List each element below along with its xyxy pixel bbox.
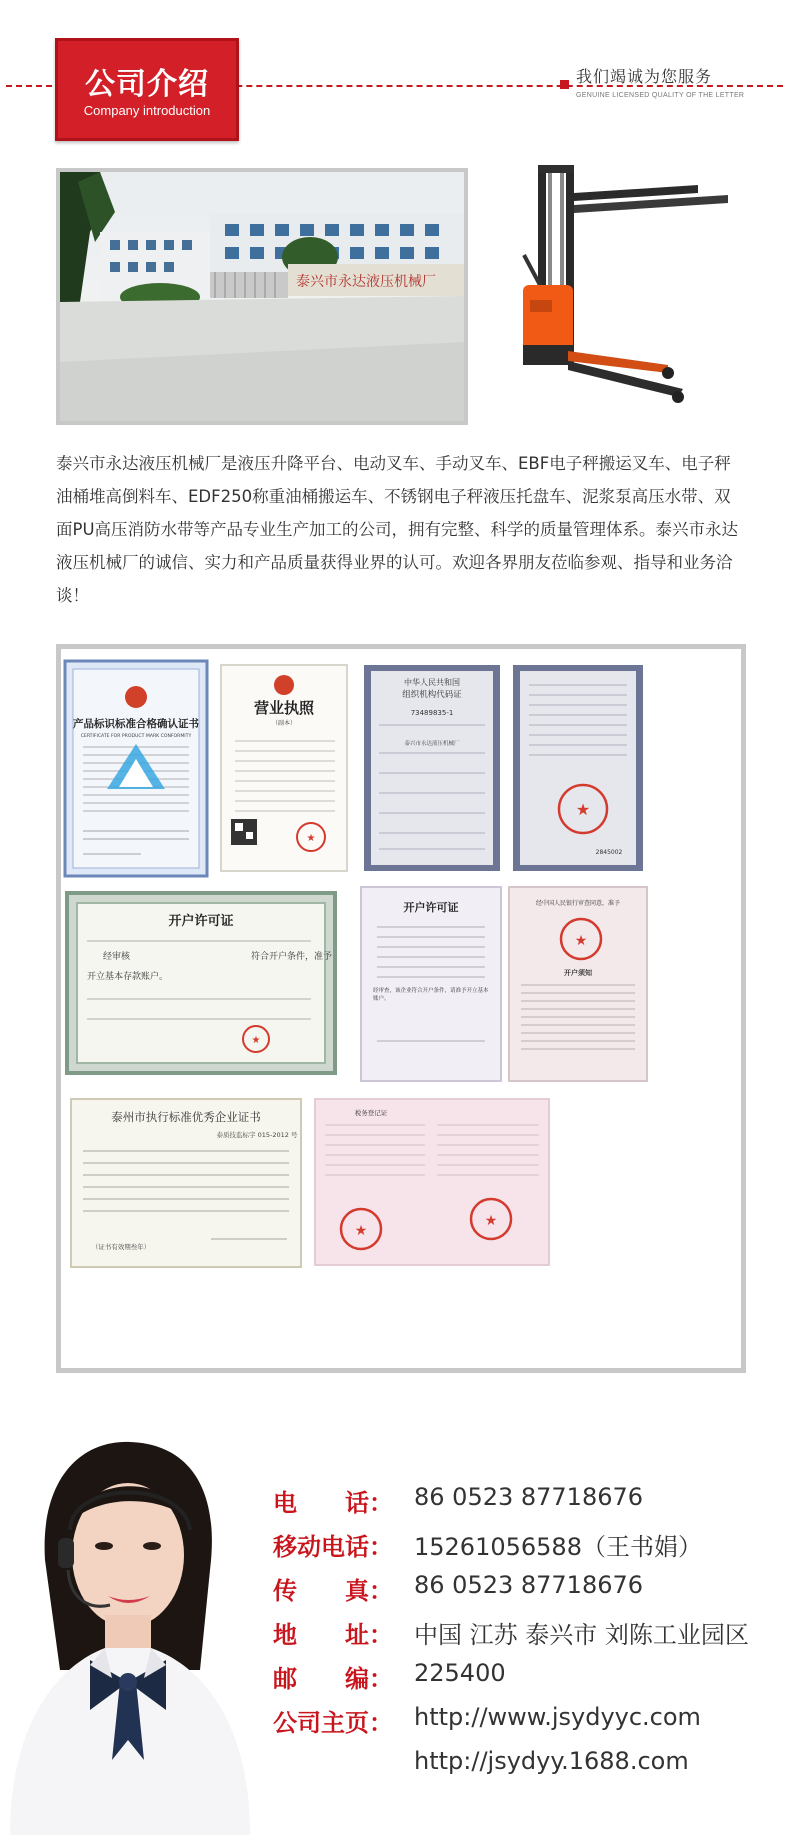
svg-text:★: ★ xyxy=(574,933,588,949)
product-mark-certificate xyxy=(65,661,207,876)
svg-text:★: ★ xyxy=(251,1035,261,1046)
factory-photo xyxy=(56,168,468,425)
cert5-field3: 开立基本存款账户。 xyxy=(87,972,169,982)
cert5-field2: 符合开户条件，准予 xyxy=(251,952,333,962)
cert3-org: 泰兴市永达液压机械厂 xyxy=(404,741,460,747)
cert3-title2: 组织机构代码证 xyxy=(402,690,462,700)
postcode-value: 225400 xyxy=(414,1659,506,1687)
slogan-en: GENUINE LICENSED QUALITY OF THE LETTER xyxy=(576,92,745,99)
slogan-cn: 我们竭诚为您服务 xyxy=(576,67,713,86)
website-link-2[interactable]: http://jsydyy.1688.com xyxy=(414,1747,689,1775)
customer-service-photo xyxy=(0,1420,265,1835)
organization-code-certificate xyxy=(364,665,500,871)
contact-info xyxy=(273,1483,773,1803)
phone-label: 电 话： xyxy=(273,1489,393,1517)
account-opening-permit-2 xyxy=(361,887,501,1081)
cert8-footer: （证书有效期叁年） xyxy=(91,1243,151,1251)
mobile-label: 移动电话： xyxy=(273,1533,393,1561)
cert9-title: 税务登记证 xyxy=(354,1109,388,1117)
svg-text:★: ★ xyxy=(354,1223,368,1239)
certificates-panel xyxy=(56,644,746,1373)
cert2-subtitle: （副本） xyxy=(271,720,297,727)
factory-sign: 泰兴市永达液压机械厂 xyxy=(296,274,436,290)
website-link-1[interactable]: http://www.jsydyyc.com xyxy=(414,1703,701,1731)
tax-registration-certificate xyxy=(315,1099,549,1265)
cert5-title: 开户许可证 xyxy=(168,914,234,929)
cert3-serial: 2845002 xyxy=(595,849,623,856)
cert1-subtitle: CERTIFICATE FOR PRODUCT MARK CONFORMITY xyxy=(80,734,192,739)
account-opening-permit-1 xyxy=(67,893,335,1073)
phone-value: 86 0523 87718676 xyxy=(414,1483,644,1511)
postcode-label: 邮 编： xyxy=(273,1665,393,1693)
company-intro-text: 泰兴市永达液压机械厂是液压升降平台、电动叉车、手动叉车、EBF电子秤搬运叉车、电子秤油桶堆高倒料车、EDF250称重油桶搬运车、不锈钢电子秤液压托盘车、泥浆泵高压水带、双面PU高压消防水带等产品专业生产加工的公司，拥有完整、科学的质量管理体系。泰兴市永达液压机械厂的诚信、实力和产品质量获得业界的认可。欢迎各界朋友莅临参观、指导和业务洽谈！ xyxy=(56,454,739,605)
title-badge xyxy=(55,38,239,141)
cert7-header: 经中国人民银行审查同意，准予 xyxy=(535,900,621,907)
mobile-value: 15261056588（王书娟） xyxy=(414,1533,702,1561)
cert7-note: 开户须知 xyxy=(564,969,592,977)
cert6-note: 经审查，该企业符合开户条件，请准予开立基本账户。 xyxy=(373,988,489,1002)
cert3-title: 中华人民共和国 xyxy=(404,678,460,687)
cert8-number: 泰质技监标字 015-2012 号 xyxy=(216,1131,298,1139)
standard-enterprise-certificate xyxy=(71,1099,301,1267)
website-label: 公司主页： xyxy=(273,1709,393,1737)
account-opening-notice xyxy=(509,887,647,1081)
fax-value: 86 0523 87718676 xyxy=(414,1571,644,1599)
title-cn: 公司介绍 xyxy=(85,67,209,102)
address-value: 中国 江苏 泰兴市 刘陈工业园区 xyxy=(414,1621,749,1649)
slogan-marker xyxy=(560,80,569,89)
address-label: 地 址： xyxy=(273,1621,393,1649)
fax-label: 传 真： xyxy=(273,1577,393,1605)
cert5-field1: 经审核 xyxy=(103,952,131,962)
svg-text:★: ★ xyxy=(484,1213,498,1229)
title-en: Company introduction xyxy=(83,103,211,118)
business-license xyxy=(221,665,347,871)
svg-text:★: ★ xyxy=(306,833,316,844)
cert2-title: 营业执照 xyxy=(253,699,315,717)
cert8-title: 泰州市执行标准优秀企业证书 xyxy=(111,1110,261,1124)
organization-code-certificate-back xyxy=(513,665,643,871)
cert3-number: 73489835-1 xyxy=(410,709,454,717)
cert6-title: 开户许可证 xyxy=(403,901,459,914)
svg-text:★: ★ xyxy=(575,800,591,819)
electric-stacker-photo xyxy=(518,165,733,415)
cert1-title: 产品标识标准合格确认证书 xyxy=(73,718,199,730)
